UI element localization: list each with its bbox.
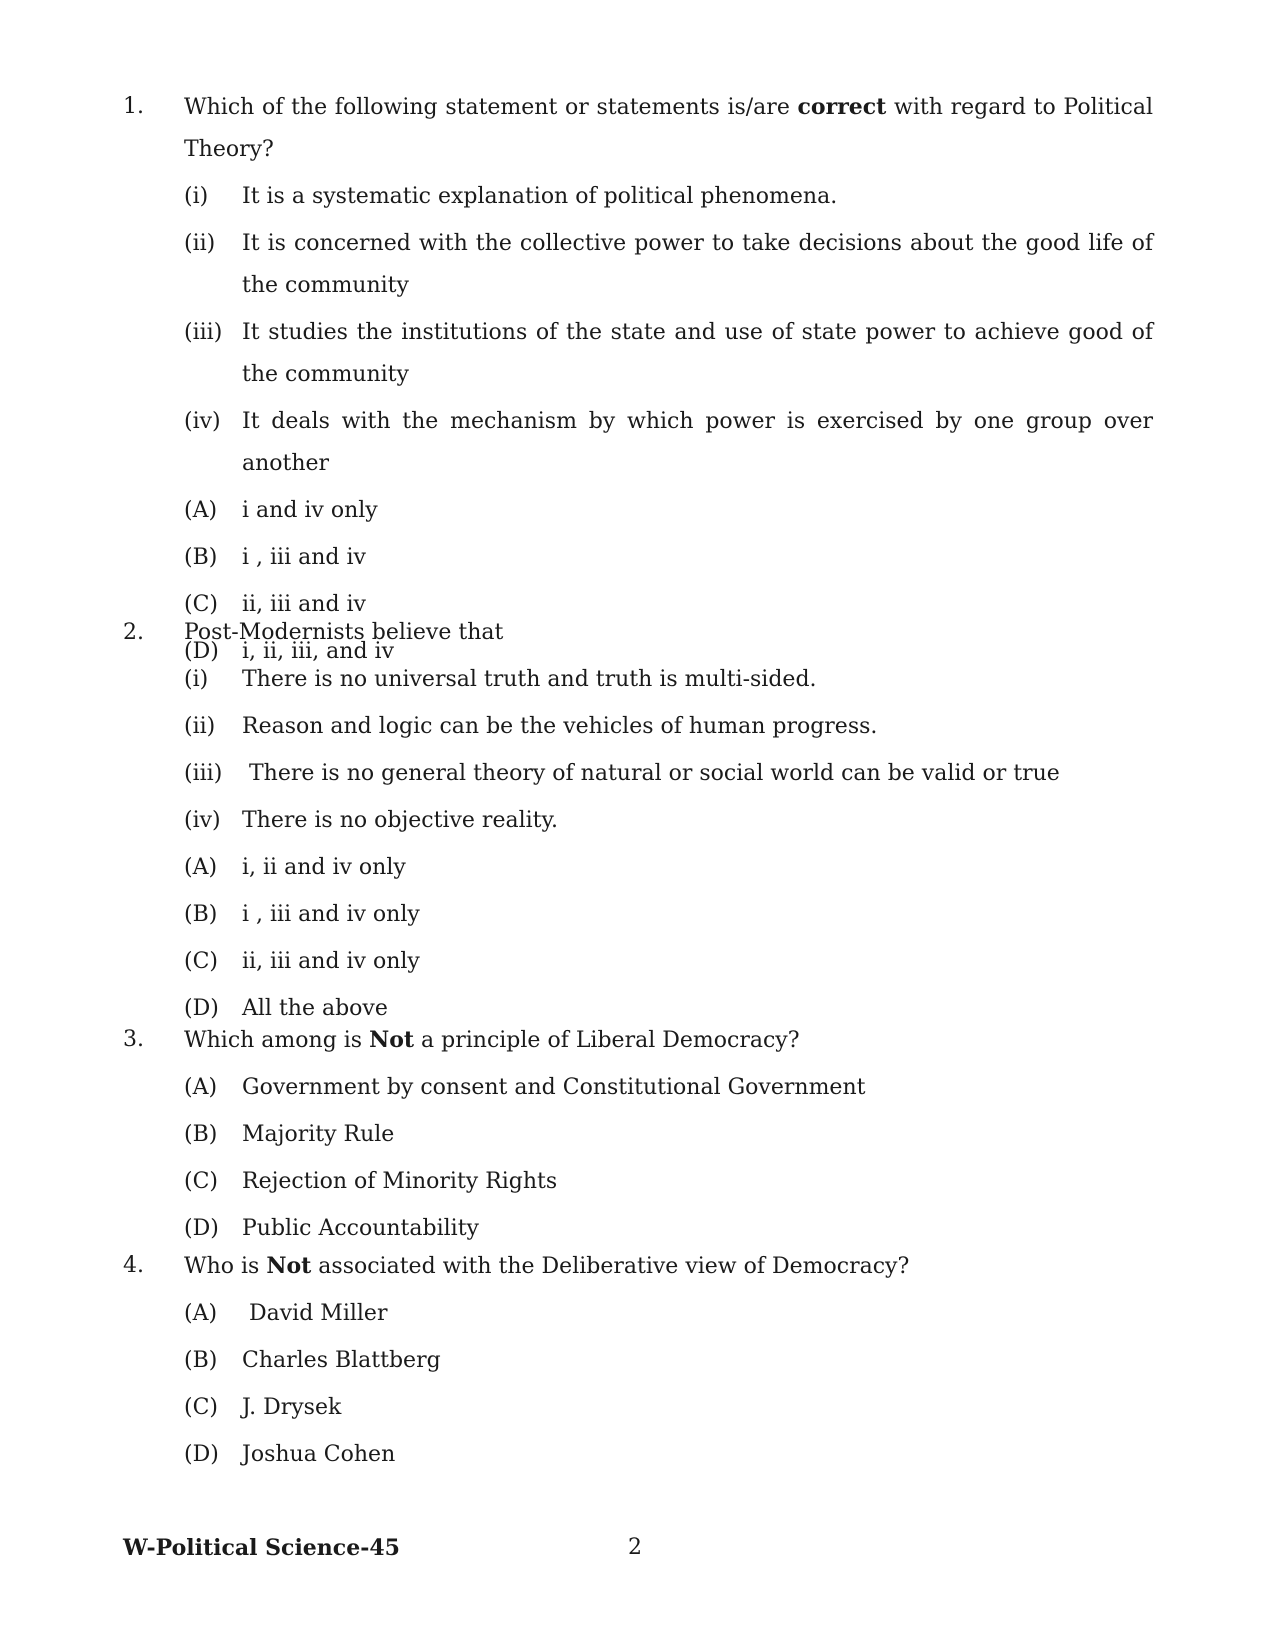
statement-text: It deals with the mechanism by which power is exercised by one group over another [242,409,1153,476]
statement-item [184,223,1153,307]
option-label: (B) [184,902,218,927]
question-4 [123,1245,1153,1476]
option-b [184,1340,1153,1382]
option-label: (A) [184,498,218,523]
statement-item [184,659,1153,701]
question-number: 1. [123,94,144,119]
option-text: Government by consent and Constitutional Government [242,1075,866,1100]
option-label: (B) [184,1122,218,1147]
statement-item [184,800,1153,842]
question-number: 2. [123,620,144,645]
statement-item [184,312,1153,396]
option-b [184,894,1153,936]
option-a [184,1067,1153,1109]
statement-item [184,401,1153,485]
option-b [184,537,1153,579]
statement-text: There is no general theory of natural or social world can be valid or true [242,761,1060,786]
option-text: i and iv only [242,498,378,523]
option-label: (C) [184,1169,218,1194]
statement-label: (iii) [184,761,223,786]
page-number: 2 [628,1535,642,1560]
statement-text: It is concerned with the collective power to take decisions about the good life of the community [242,231,1153,298]
option-d [184,1208,1153,1250]
statement-text: Reason and logic can be the vehicles of human progress. [242,714,878,739]
option-text: All the above [242,996,388,1021]
option-text: David Miller [242,1301,388,1326]
question-2 [123,612,1153,1030]
option-label: (A) [184,1075,218,1100]
option-b [184,1114,1153,1156]
question-text: Which of the following statement or statements is/are correct with regard to Political Theory? [184,94,1153,162]
statement-label: (iv) [184,409,221,434]
statement-text: It is a systematic explanation of political phenomena. [242,184,838,209]
option-text: Public Accountability [242,1216,479,1241]
option-a [184,1293,1153,1335]
option-label: (C) [184,1395,218,1420]
option-label: (C) [184,592,218,617]
question-text: Which among is Not a principle of Liberal Democracy? [184,1027,800,1053]
paper-code: W-Political Science-45 [123,1535,400,1561]
option-text: ii, iii and iv only [242,949,420,974]
statement-text: It studies the institutions of the state and use of state power to achieve good of the community [242,320,1153,387]
option-text: J. Drysek [242,1395,342,1420]
option-label: (B) [184,1348,218,1373]
option-text: Majority Rule [242,1122,395,1147]
statement-item [184,706,1153,748]
statement-label: (i) [184,184,209,209]
statement-text: There is no universal truth and truth is multi-sided. [242,667,817,692]
option-a [184,847,1153,889]
option-c [184,1387,1153,1429]
question-text: Post-Modernists believe that [184,620,504,645]
option-text: Joshua Cohen [242,1442,396,1467]
option-text: i , iii and iv only [242,902,420,927]
question-3 [123,1019,1153,1250]
statement-item [184,753,1153,795]
option-label: (A) [184,855,218,880]
question-text: Who is Not associated with the Deliberative view of Democracy? [184,1253,910,1279]
option-label: (D) [184,639,219,664]
statement-item [184,176,1153,218]
statement-label: (iv) [184,808,221,833]
option-text: i , iii and iv [242,545,366,570]
statement-text: There is no objective reality. [242,808,558,833]
question-1 [123,86,1153,673]
statement-label: (ii) [184,231,216,256]
option-text: Rejection of Minority Rights [242,1169,558,1194]
option-a [184,490,1153,532]
statement-label: (iii) [184,320,223,345]
option-text: i, ii, iii, and iv [242,639,395,664]
option-label: (D) [184,1442,219,1467]
option-text: ii, iii and iv [242,592,366,617]
statement-label: (ii) [184,714,216,739]
option-d [184,1434,1153,1476]
statement-label: (i) [184,667,209,692]
option-label: (C) [184,949,218,974]
question-number: 3. [123,1027,144,1052]
option-text: Charles Blattberg [242,1348,441,1373]
option-c [184,941,1153,983]
option-label: (D) [184,996,219,1021]
option-label: (B) [184,545,218,570]
option-label: (A) [184,1301,218,1326]
option-label: (D) [184,1216,219,1241]
option-text: i, ii and iv only [242,855,406,880]
question-number: 4. [123,1253,144,1278]
option-c [184,1161,1153,1203]
